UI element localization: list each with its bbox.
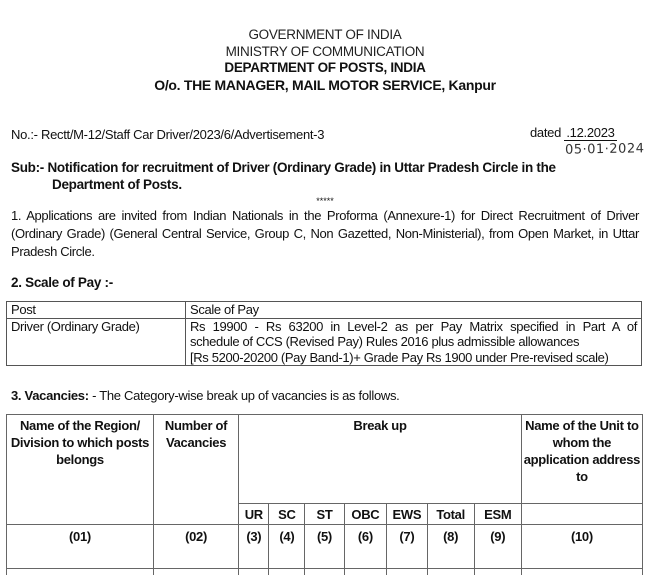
col-number-5: (5)	[305, 525, 344, 569]
section-3-heading-bold: 3. Vacancies:	[11, 388, 89, 403]
table-header-row	[7, 302, 642, 319]
header-office: O/o. THE MANAGER, MAIL MOTOR SERVICE, Kanpur	[0, 77, 650, 93]
header-unit: Name of the Unit to whom the application address to	[521, 415, 642, 504]
header-unit-blank	[521, 504, 642, 525]
col-number-9: (9)	[474, 525, 521, 569]
header-break-up: Break up	[239, 415, 522, 504]
cell	[305, 569, 344, 575]
header-number-of-vacancies: Number of Vacancies	[153, 415, 238, 525]
header-ur: UR	[239, 504, 269, 525]
section-2-heading: 2. Scale of Pay :-	[11, 275, 113, 290]
header-sc: SC	[269, 504, 305, 525]
table-numbering-row	[7, 525, 643, 569]
cell	[269, 569, 305, 575]
table-header-row	[7, 415, 643, 504]
header-total: Total	[427, 504, 474, 525]
cell-scale-of-pay	[186, 318, 642, 366]
col-number-01: (01)	[7, 525, 154, 569]
pay-line-1: Rs 19900 - Rs 63200 in Level-2 as per Pay Matrix specified in Part A of	[190, 319, 637, 335]
col-number-6: (6)	[344, 525, 387, 569]
cell	[239, 569, 269, 575]
separator-stars: *****	[0, 196, 650, 206]
cell	[344, 569, 387, 575]
header-post: Post	[7, 302, 186, 319]
cell	[387, 569, 427, 575]
scale-of-pay-table	[6, 301, 642, 366]
cell	[427, 569, 474, 575]
header-region: Name of the Region/ Division to which posts belongs	[7, 415, 154, 525]
subject	[11, 159, 641, 193]
header-obc: OBC	[344, 504, 387, 525]
header-ews: EWS	[387, 504, 427, 525]
cell	[474, 569, 521, 575]
subject-line-1: Sub:- Notification for recruitment of Driver (Ordinary Grade) in Uttar Pradesh Circle in the	[11, 160, 556, 175]
header-ministry: MINISTRY OF COMMUNICATION	[0, 44, 650, 60]
header-department: DEPARTMENT OF POSTS, INDIA	[0, 60, 650, 76]
table-row	[7, 569, 643, 575]
handwritten-date: 05·01·2024	[565, 141, 645, 157]
header-scale-of-pay: Scale of Pay	[186, 302, 642, 319]
col-number-02: (02)	[153, 525, 238, 569]
col-number-7: (7)	[387, 525, 427, 569]
header-st: ST	[305, 504, 344, 525]
pay-line-3: [Rs 5200-20200 (Pay Band-1)+ Grade Pay Rs 1900 under Pre-revised scale)	[190, 350, 637, 366]
subject-line-2: Department of Posts.	[11, 176, 641, 193]
dated-value: .12.2023	[564, 125, 616, 141]
cell-post: Driver (Ordinary Grade)	[7, 318, 186, 366]
col-number-3: (3)	[239, 525, 269, 569]
vacancies-table	[6, 414, 643, 575]
cell	[153, 569, 238, 575]
section-3-heading	[11, 388, 399, 403]
section-3-heading-text: - The Category-wise break up of vacancies is as follows.	[89, 388, 400, 403]
header-government: GOVERNMENT OF INDIA	[0, 27, 650, 43]
header-esm: ESM	[474, 504, 521, 525]
col-number-4: (4)	[269, 525, 305, 569]
table-row	[7, 318, 642, 366]
col-number-10: (10)	[521, 525, 642, 569]
section-1-paragraph: 1. Applications are invited from Indian Nationals in the Proforma (Annexure-1) for Direct Recruitment of Driver (Ordinary Grade) (General Central Service, Group C, Non Gazetted, Non-Ministerial), from Open Market, in Uttar Pradesh Circle.	[11, 207, 639, 261]
dated-label: dated	[530, 125, 561, 140]
pay-line-2: schedule of CCS (Revised Pay) Rules 2016 plus admissible allowances	[190, 334, 637, 350]
dated-field	[530, 125, 617, 141]
cell	[7, 569, 154, 575]
cell	[521, 569, 642, 575]
col-number-8: (8)	[427, 525, 474, 569]
reference-number: No.:- Rectt/M-12/Staff Car Driver/2023/6/Advertisement-3	[11, 127, 324, 142]
